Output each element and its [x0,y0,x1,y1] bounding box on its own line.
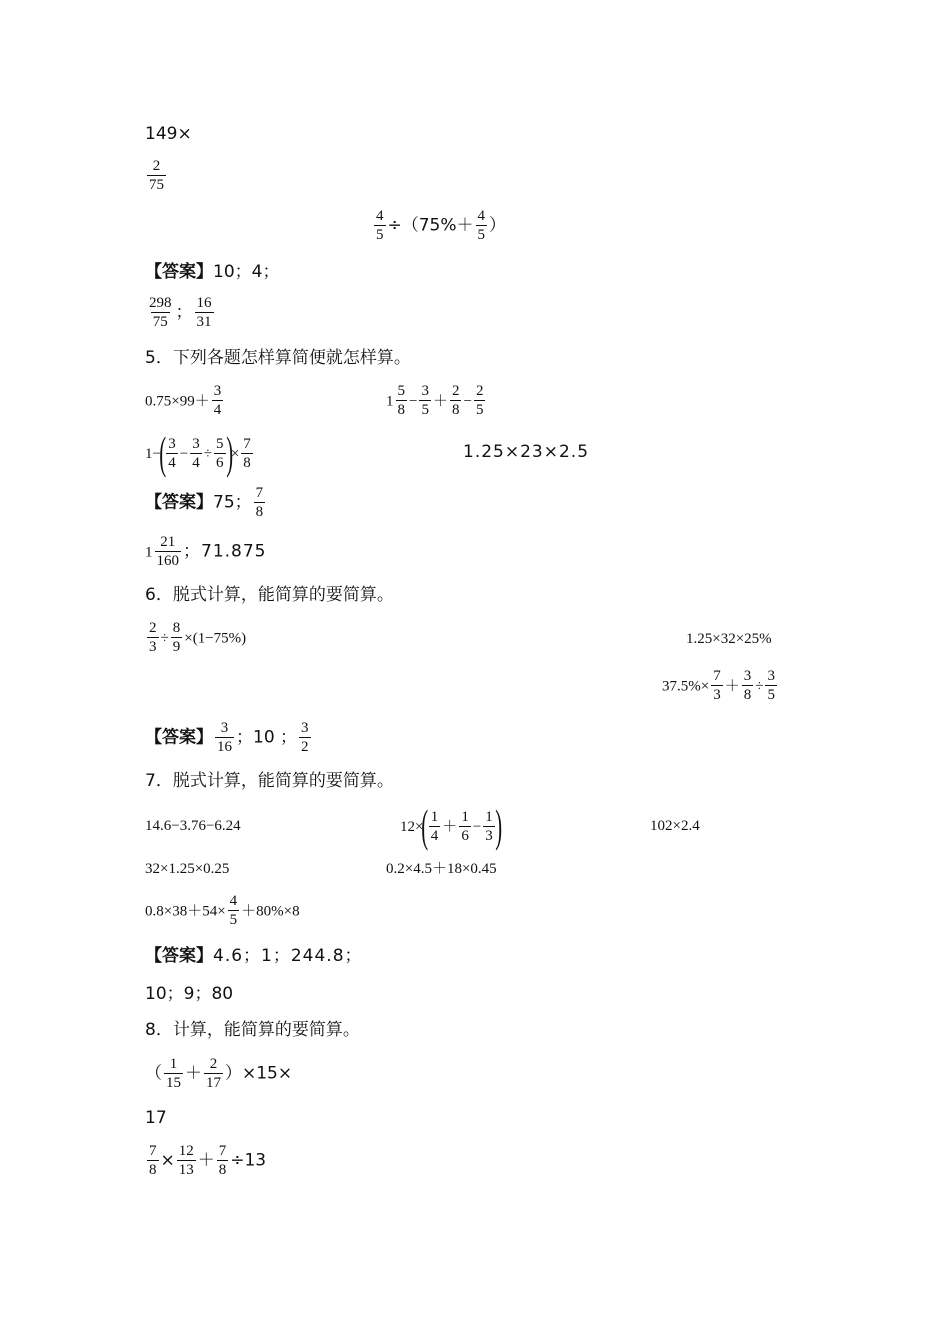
p6-expr2: 1.25×32×25% [686,631,772,647]
p6-answer: 【答案】 $\frac{3}{16}$ ；10 ； $\frac{3}{2}$ [145,720,309,755]
p4-line1: 149× [145,124,192,144]
p8-expr1-continued: 17 [145,1108,167,1128]
p6-expr1: $\frac{2}{3}$ ÷ $\frac{8}{9}$ ×(1−75%) [149,620,247,655]
p5-expr2: 1 $\frac{5}{8}$ − $\frac{3}{5}$ ＋ $\frac{2}{8}$ − $\frac{2}{5}$ [386,383,484,418]
p6-title: 6．脱式计算，能简算的要简算。 [145,585,394,605]
p7-answer: 【答案】4.6；1；244.8； [145,946,363,966]
p8-expr2: $\frac{7}{8}$ × $\frac{12}{13}$ ＋ $\frac{7}{8}$ ÷13 [149,1143,267,1178]
p6-expr3: 37.5%× $\frac{7}{3}$ ＋ $\frac{3}{8}$ ÷ $\frac{3}{5}$ [662,668,775,703]
answer-tag: 【答案】 [145,262,213,282]
p7-answer-line2: 10；9；80 [145,984,234,1004]
p7-expr5: 0.2×4.5＋18×0.45 [386,861,497,877]
p7-expr4: 32×1.25×0.25 [145,861,230,877]
p7-title: 7．脱式计算，能简算的要简算。 [145,771,394,791]
p5-answer-line2: 1 $\frac{21}{160}$ ；71.875 [145,534,267,569]
p7-expr6: 0.8×38＋54× $\frac{4}{5}$ ＋80%×8 [145,893,300,928]
p7-expr3: 102×2.4 [650,818,700,834]
p5-expr3: 1−( $\frac{3}{4}$ − $\frac{3}{4}$ ÷ $\frac{5}{6}$ )× $\frac{7}{8}$ [145,427,251,478]
p7-expr2: 12×( $\frac{1}{4}$ ＋ $\frac{1}{6}$ − $\frac{1}{3}$ ) [400,800,502,851]
p4-answer: 【答案】10；4； [145,262,280,282]
p5-answer: 【答案】75； $\frac{7}{8}$ [145,485,264,520]
answer-tag: 【答案】 [145,492,213,513]
p7-expr1: 14.6−3.76−6.24 [145,818,241,834]
answer-tag: 【答案】 [145,946,213,966]
p5-title: 5．下列各题怎样算简便就怎样算。 [145,348,411,368]
p5-expr4: 1.25×23×2.5 [463,442,590,462]
p4-line2-fraction: $\frac{2}{75}$ [149,158,164,193]
p5-expr1: 0.75×99＋ $\frac{3}{4}$ [145,383,222,418]
answer-tag: 【答案】 [145,727,213,748]
p8-title: 8．计算，能简算的要简算。 [145,1020,360,1040]
p4-expression: $\frac{4}{5}$ ÷（75%＋ $\frac{4}{5}$ ） [376,208,507,243]
p8-expr1: （ $\frac{1}{15}$ ＋ $\frac{2}{17}$ ）×15× [145,1056,293,1091]
p4-answer-line2: $\frac{298}{75}$ ； $\frac{16}{31}$ [149,295,212,330]
